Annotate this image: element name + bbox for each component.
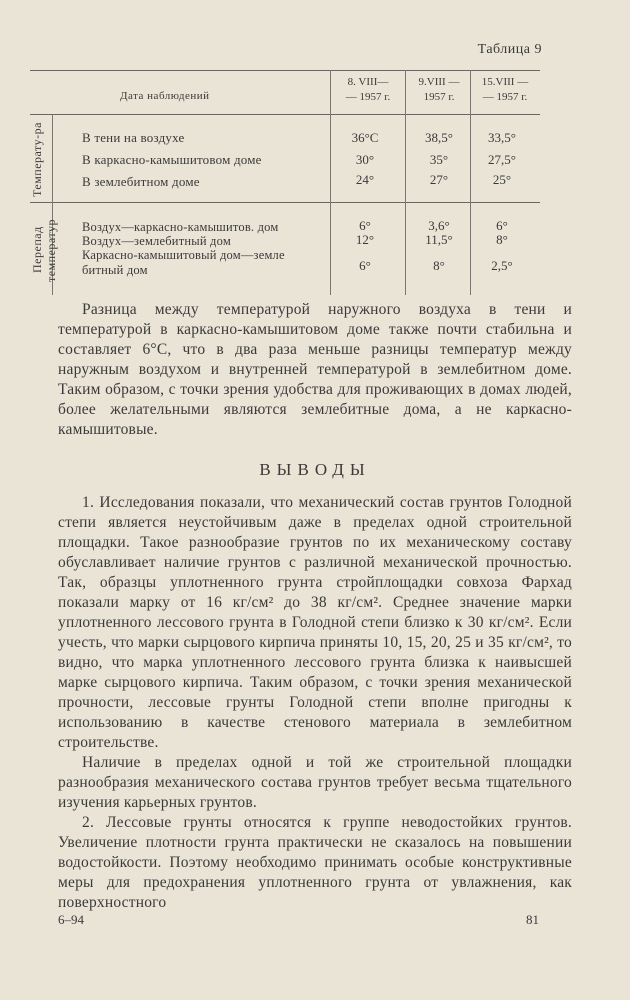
table-col-divider-3 bbox=[470, 70, 471, 295]
table-cell: 8° bbox=[433, 258, 445, 273]
table-header-rule bbox=[30, 114, 540, 115]
date-col-line1: 9.VIII — bbox=[418, 76, 460, 88]
date-col-line1: 15.VIII — bbox=[481, 76, 529, 88]
table-col-divider-1 bbox=[330, 70, 331, 295]
row-label: В каркасно-камышитовом доме bbox=[82, 152, 262, 167]
table-cell: 11,5° bbox=[425, 232, 453, 247]
table-cell: 35° bbox=[429, 152, 449, 167]
date-column-header bbox=[474, 75, 536, 105]
row-label: Каркасно-камышитовый дом—земле bbox=[82, 248, 285, 262]
table-cell: 30° bbox=[355, 152, 375, 167]
paragraph: 1. Исследования показали, что механический состав грунтов Голодной степи является неустойчивым даже в пределах одной строительной площадки. Такое разнообразие грунтов по их механическому составу обуславливает наличие грунтов с различной механической прочностью. Так, образцы уплотненного грунта стройплощадки совхоза Фархад показали марку от 16 кг/см² до 38 кг/см². Среднее значение марки уплотненного лессового грунта в Голодной степи близко к 30 кг/см². Если учесть, что марки сырцового кирпича приняты 10, 15, 20, 25 и 35 кг/см², то видно, что марка уплотненного лессового грунта близка к наивысшей марке сырцового кирпича. Таким образом, с точки зрения механической прочности, лессовые грунты Голодной степи вполне пригодны к использованию в качестве стенового материала в землебитном строительстве. bbox=[58, 494, 572, 751]
table-cell: 6° bbox=[359, 258, 371, 273]
table-cell: 2,5° bbox=[491, 258, 513, 273]
table-caption: Таблица 9 bbox=[477, 42, 542, 57]
group-label-temperature-difference: Перепад температур bbox=[30, 218, 58, 282]
paragraph: 2. Лессовые грунты относятся к группе неводостойких грунтов. Увеличение плотности грунта практически не сказалось на повышении водостойкости. Поэтому необходимо принимать особые конструктивные меры для предохранения уплотненного грунта от увлажнения, как поверхностного bbox=[58, 814, 572, 911]
table-cell: 6° bbox=[496, 218, 508, 233]
section-heading: ВЫВОДЫ bbox=[259, 460, 371, 479]
table-cell: 36°С bbox=[351, 130, 379, 145]
date-col-line2: — 1957 г. bbox=[345, 91, 391, 103]
row-label: Воздух—землебитный дом bbox=[82, 234, 231, 248]
signature-mark: 6–94 bbox=[58, 912, 84, 927]
row-label: битный дом bbox=[82, 263, 148, 277]
date-header: Дата наблюдений bbox=[120, 90, 210, 102]
date-col-line1: 8. VIII— bbox=[347, 76, 389, 88]
table-top-rule bbox=[30, 70, 540, 71]
table-cell: 27° bbox=[429, 172, 449, 187]
table-cell: 3,6° bbox=[428, 218, 450, 233]
text-block-2 bbox=[58, 493, 572, 913]
table-cell: 24° bbox=[355, 172, 375, 187]
table-cell: 8° bbox=[496, 232, 508, 247]
paragraph: Наличие в пределах одной и той же строительной площадки разнообразия механического состава грунтов требует весьма тщательного изучения карьерных грунтов. bbox=[58, 754, 572, 811]
date-column-header bbox=[337, 75, 399, 105]
group-label-temperature: Температу-ра bbox=[30, 122, 44, 198]
row-label: В тени на воздухе bbox=[82, 130, 185, 145]
table-cell: 6° bbox=[359, 218, 371, 233]
date-col-line2: — 1957 г. bbox=[482, 91, 528, 103]
row-label: Воздух—каркасно-камышитов. дом bbox=[82, 220, 279, 234]
text-block-1 bbox=[58, 300, 572, 440]
table-cell: 27,5° bbox=[488, 152, 516, 167]
data-table bbox=[30, 70, 540, 295]
table-col-divider-2 bbox=[405, 70, 406, 295]
row-label: В землебитном доме bbox=[82, 174, 200, 189]
paragraph: Разница между температурой наружного воздуха в тени и температурой в каркасно-камышитовом доме также почти стабильна и составляет 6°С, что в два раза меньше разницы температур между наружным воздухом и внутренней температурой в землебитном доме. Таким образом, с точки зрения удобства для проживающих в домах людей, более желательными являются землебитные дома, а не каркасно-камышитовые. bbox=[58, 301, 572, 438]
table-group-rule bbox=[30, 202, 540, 203]
table-cell: 12° bbox=[355, 232, 375, 247]
table-cell: 33,5° bbox=[488, 130, 516, 145]
table-cell: 38,5° bbox=[425, 130, 453, 145]
table-cell: 25° bbox=[492, 172, 512, 187]
date-column-header bbox=[408, 75, 470, 105]
page-number: 81 bbox=[526, 912, 539, 927]
date-col-line2: 1957 г. bbox=[423, 91, 455, 103]
